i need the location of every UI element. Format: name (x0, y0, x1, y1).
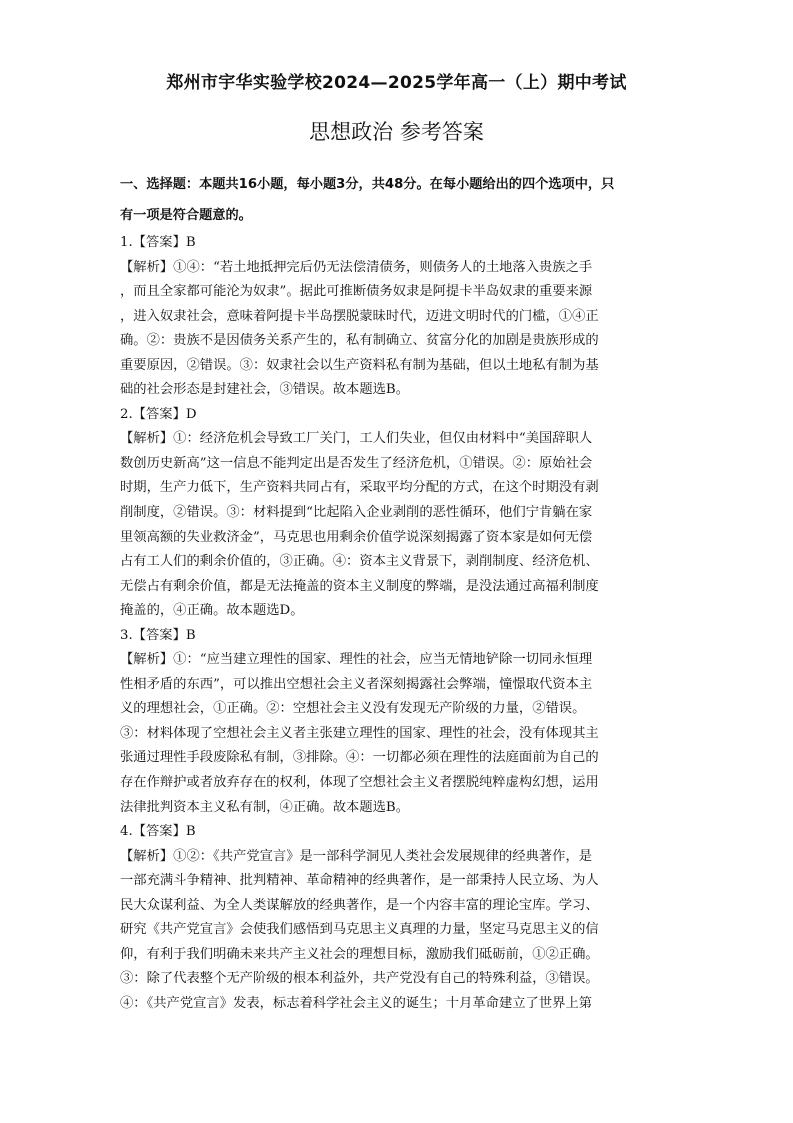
text-line: 4.【答案】B (120, 824, 196, 840)
text-line: 【解析】①：“应当建立理性的国家、理性的社会，应当无情地铲除一切同永恒理 (120, 652, 593, 668)
text-line: ，进入奴隶社会，意味着阿提卡半岛摆脱蒙昧时代，迈进文明时代的门槛，①④正 (120, 308, 599, 324)
text-line: 里领高额的失业救济金”，马克思也用剩余价值学说深刻揭露了资本家是如何无偿 (120, 529, 593, 545)
text-line: ，而且全家都可能沦为奴隶”。据此可推断债务奴隶是阿提卡半岛奴隶的重要来源 (120, 284, 593, 300)
page-title: 郑州市宇华实验学校2024—2025学年高一（上）期中考试 (166, 73, 627, 93)
answer-body (120, 231, 676, 1017)
text-line: 确。②：贵族不是因债务关系产生的，私有制确立、贫富分化的加剧是贵族形成的 (120, 333, 599, 349)
text-line: 性相矛盾的东西”，可以推出空想社会主义者深刻揭露社会弊端，憧憬取代资本主 (120, 676, 593, 692)
text-line: ③：材料体现了空想社会主义者主张建立理性的国家、理性的社会，没有体现其主 (120, 725, 599, 741)
text-line: 【解析】①：经济危机会导致工厂关门，工人们失业，但仅由材料中“美国辞职人 (120, 431, 593, 447)
text-line: 法律批判资本主义私有制，④正确。故本题选B。 (120, 799, 410, 815)
text-line: ④：《共产党宣言》发表，标志着科学社会主义的诞生；十月革命建立了世界上第 (120, 995, 593, 1011)
text-line: 重要原因，②错误。③：奴隶社会以生产资料私有制为基础，但以土地私有制为基 (120, 357, 599, 373)
text-line: 1.【答案】B (120, 235, 196, 250)
text-line: 存在作辩护或者放弃存在的权利，体现了空想社会主义者摆脱纯粹虚构幻想，运用 (120, 775, 599, 791)
text-line: 民大众谋利益、为全人类谋解放的经典著作，是一个内容丰富的理论宝库。学习、 (120, 897, 599, 913)
text-line: 础的社会形态是封建社会，③错误。故本题选B。 (120, 382, 410, 398)
text-line: 占有工人们的剩余价值的，③正确。④：资本主义背景下，剥削制度、经济危机、 (120, 554, 599, 570)
text-line: 2.【答案】D (120, 406, 197, 422)
text-line: 数创历史新高”这一信息不能判定出是否发生了经济危机，①错误。②：原始社会 (120, 455, 593, 471)
text-line: 义的理想社会，①正确。②：空想社会主义没有发现无产阶级的力量，②错误。 (120, 701, 586, 717)
text-line: 张通过理性手段废除私有制，③排除。④：一切都必须在理性的法庭面前为自己的 (120, 750, 599, 766)
text-line: 研究《共产党宣言》会使我们感悟到马克思主义真理的力量，坚定马克思主义的信 (120, 922, 599, 938)
text-line: ③：除了代表整个无产阶级的根本利益外，共产党没有自己的特殊利益，③错误。 (120, 971, 599, 987)
section-heading-line-2: 有一项是符合题意的。 (120, 208, 252, 223)
text-line: 掩盖的，④正确。故本题选D。 (120, 603, 304, 619)
section-heading-line-1: 一、选择题：本题共16小题，每小题3分，共48分。在每小题给出的四个选项中，只 (120, 177, 615, 192)
text-line: 时期，生产力低下，生产资料共同占有，采取平均分配的方式，在这个时期没有剥 (120, 480, 599, 496)
text-line: 【解析】①④：“若土地抵押完后仍无法偿清债务，则债务人的土地落入贵族之手 (120, 259, 593, 275)
text-line: 3.【答案】B (120, 627, 196, 643)
text-line: 【解析】①②：《共产党宣言》是一部科学洞见人类社会发展规律的经典著作，是 (120, 848, 593, 864)
text-line: 一部充满斗争精神、批判精神、革命精神的经典著作，是一部秉持人民立场、为人 (120, 873, 599, 889)
text-line: 仰，有利于我们明确未来共产主义社会的理想目标，激励我们砥砺前，①②正确。 (120, 946, 599, 962)
page-subtitle: 思想政治 参考答案 (309, 120, 484, 144)
text-line: 削制度，②错误。③：材料提到“比起陷入企业剥削的恶性循环，他们宁肯躺在家 (120, 505, 593, 521)
text-line: 无偿占有剩余价值，都是无法掩盖的资本主义制度的弊端，是没法通过高福利制度 (120, 578, 599, 594)
